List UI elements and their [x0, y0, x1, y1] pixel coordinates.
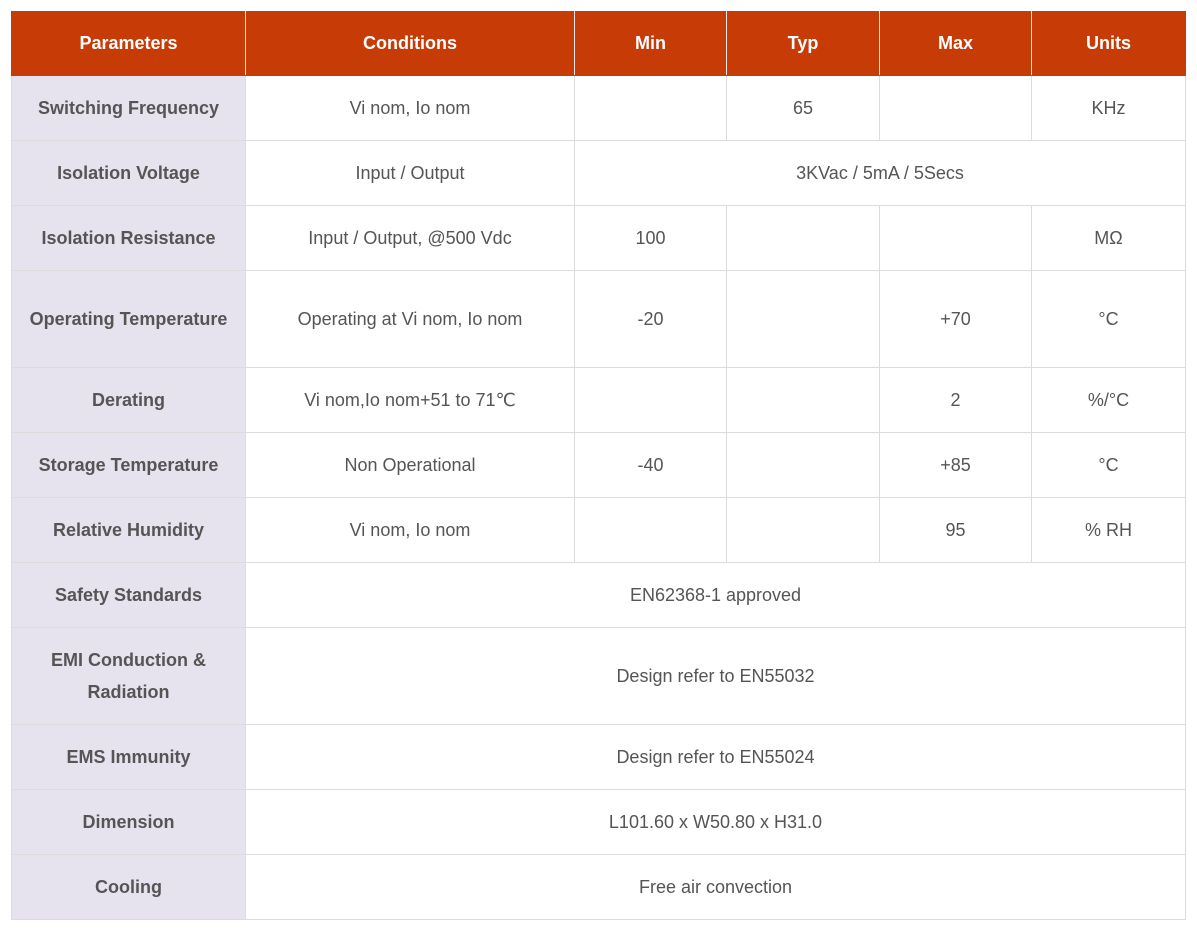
conditions-cell: Input / Output	[246, 141, 575, 206]
merged-value-cell: Design refer to EN55032	[246, 628, 1186, 725]
conditions-cell: Operating at Vi nom, Io nom	[246, 271, 575, 368]
table-row	[12, 368, 1186, 433]
parameter-cell: Isolation Resistance	[12, 206, 246, 271]
conditions-cell: Vi nom,Io nom+51 to 71℃	[246, 368, 575, 433]
typ-cell: 65	[727, 76, 880, 141]
table-row	[12, 855, 1186, 920]
merged-value-cell: L101.60 x W50.80 x H31.0	[246, 790, 1186, 855]
table-row	[12, 206, 1186, 271]
typ-cell	[727, 433, 880, 498]
table-row	[12, 433, 1186, 498]
header-max: Max	[880, 11, 1032, 76]
units-cell: MΩ	[1032, 206, 1186, 271]
typ-cell	[727, 271, 880, 368]
min-cell: -20	[575, 271, 727, 368]
parameter-cell: Derating	[12, 368, 246, 433]
parameter-cell: Storage Temperature	[12, 433, 246, 498]
parameter-cell: EMI Conduction & Radiation	[12, 628, 246, 725]
conditions-cell: Input / Output, @500 Vdc	[246, 206, 575, 271]
parameter-cell: Operating Temperature	[12, 271, 246, 368]
max-cell: +85	[880, 433, 1032, 498]
typ-cell	[727, 206, 880, 271]
min-cell	[575, 498, 727, 563]
header-parameters: Parameters	[12, 11, 246, 76]
max-cell: 2	[880, 368, 1032, 433]
typ-cell	[727, 498, 880, 563]
max-cell: +70	[880, 271, 1032, 368]
parameter-cell: Relative Humidity	[12, 498, 246, 563]
table-row	[12, 141, 1186, 206]
merged-value-cell: EN62368-1 approved	[246, 563, 1186, 628]
min-cell: 100	[575, 206, 727, 271]
parameter-cell: EMS Immunity	[12, 725, 246, 790]
header-min: Min	[575, 11, 727, 76]
units-cell: %/°C	[1032, 368, 1186, 433]
header-units: Units	[1032, 11, 1186, 76]
typ-cell	[727, 368, 880, 433]
min-cell	[575, 76, 727, 141]
max-cell: 95	[880, 498, 1032, 563]
units-cell: °C	[1032, 433, 1186, 498]
min-cell	[575, 368, 727, 433]
header-typ: Typ	[727, 11, 880, 76]
merged-value-cell: Design refer to EN55024	[246, 725, 1186, 790]
min-cell: -40	[575, 433, 727, 498]
merged-value-cell: Free air convection	[246, 855, 1186, 920]
parameter-cell: Safety Standards	[12, 563, 246, 628]
units-cell: °C	[1032, 271, 1186, 368]
table-row	[12, 271, 1186, 368]
header-row	[12, 11, 1186, 76]
specifications-table	[11, 11, 1186, 920]
max-cell	[880, 76, 1032, 141]
parameter-cell: Cooling	[12, 855, 246, 920]
table-row	[12, 628, 1186, 725]
merged-value-cell: 3KVac / 5mA / 5Secs	[575, 141, 1186, 206]
table-row	[12, 498, 1186, 563]
conditions-cell: Vi nom, Io nom	[246, 76, 575, 141]
table-row	[12, 790, 1186, 855]
table-row	[12, 76, 1186, 141]
units-cell: % RH	[1032, 498, 1186, 563]
conditions-cell: Non Operational	[246, 433, 575, 498]
max-cell	[880, 206, 1032, 271]
parameter-cell: Switching Frequency	[12, 76, 246, 141]
table-row	[12, 725, 1186, 790]
conditions-cell: Vi nom, Io nom	[246, 498, 575, 563]
parameter-cell: Isolation Voltage	[12, 141, 246, 206]
header-conditions: Conditions	[246, 11, 575, 76]
table-row	[12, 563, 1186, 628]
units-cell: KHz	[1032, 76, 1186, 141]
parameter-cell: Dimension	[12, 790, 246, 855]
